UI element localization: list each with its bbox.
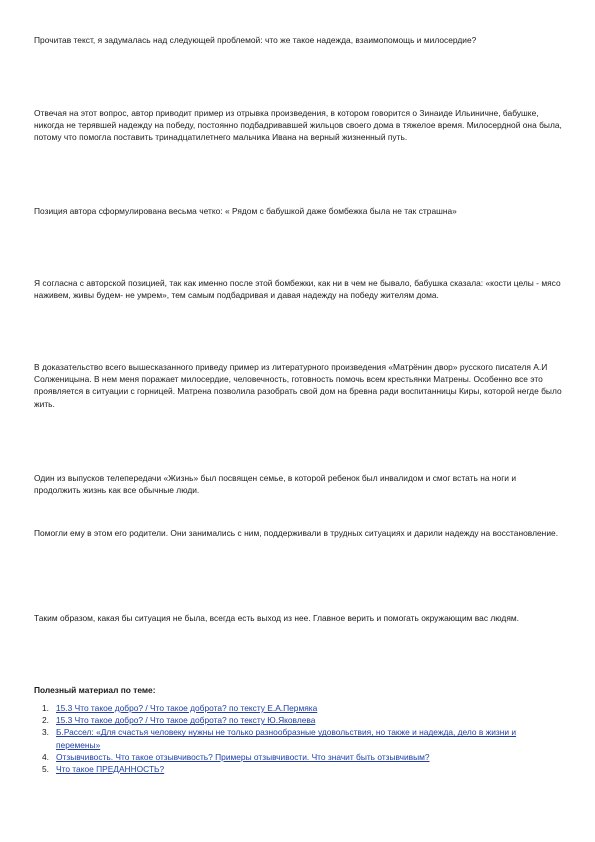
list-number: 2. (42, 715, 49, 726)
paragraph-tv-example: Один из выпусков телепередачи «Жизнь» был посвящен семье, в которой ребенок был инвалидом и смог встать на ноги и продолжить жизнь как все обычные люди. (34, 473, 517, 496)
paragraph-problem: Прочитав текст, я задумалась над следующей проблемой: что же такое надежда, взаимопомощь и милосердие? (34, 35, 477, 45)
list-item (34, 726, 554, 750)
list-number: 4. (42, 751, 49, 762)
paragraph-literary-argument: В доказательство всего вышесказанного приведу пример из литературного произведения «Матрёнин двор» русского писателя А.И Солженицына. В нем меня поражает милосердие, человечность, готовность помочь всем крестьянки Матрены. Особенно все это проявляется в ситуации с горницей. Матрена позволила разобрать свой дом на бревна ради воспитанницы Киры, которой негде было жить. (34, 362, 562, 409)
list-item (34, 702, 554, 714)
paragraph-author-example: Отвечая на этот вопрос, автор приводит пример из отрывка произведения, в котором говорится о Зинаиде Ильиничне, бабушке, никогда не терявшей надежду на победу, постоянно подбадривавшей жильцов своего дома в тяжелое время. Милосердной она была, потому что помогла поставить тринадцатилетнего мальчика Ивана на верный жизненный путь. (34, 108, 562, 143)
list-item (34, 763, 554, 775)
related-links-list (34, 702, 554, 775)
related-link-responsiveness[interactable]: Отзывчивость. Что такое отзывчивость? Примеры отзывчивости. Что значит быть отзывчивым? (56, 751, 430, 762)
list-number: 1. (42, 703, 49, 713)
list-item (34, 714, 554, 726)
paragraph-agreement: Я согласна с авторской позицией, так как именно после этой бомбежки, как ни в чем не бывало, бабушка сказала: «кости целы - мясо наживем, живы будем- не умрем», тем самым подбадривая и давая надежду на победу жителям дома. (34, 278, 561, 301)
related-link-permyak[interactable]: 15.3 Что такое добро? / Что такое доброта? по тексту Е.А.Пермяка (56, 703, 318, 713)
useful-material-heading: Полезный материал по теме: (34, 685, 156, 695)
list-number: 3. (42, 727, 49, 738)
list-item (34, 751, 554, 763)
related-link-yakovlev[interactable]: 15.3 Что такое добро? / Что такое доброта? по тексту Ю.Яковлева (56, 715, 316, 726)
list-number: 5. (42, 764, 49, 775)
paragraph-parents: Помогли ему в этом его родители. Они занимались с ним, поддерживали в трудных ситуациях и дарили надежду на восстановление. (34, 528, 559, 538)
paragraph-author-position: Позиция автора сформулирована весьма четко: « Рядом с бабушкой даже бомбежка была не так страшна» (34, 206, 457, 216)
related-link-russell[interactable]: Б.Рассел: «Для счастья человеку нужны не только разнообразные удовольствия, но также и надежда, дело в жизни и перемены» (56, 727, 517, 750)
related-link-devotion[interactable]: Что такое ПРЕДАННОСТЬ? (56, 764, 165, 775)
paragraph-conclusion: Таким образом, какая бы ситуация не была, всегда есть выход из нее. Главное верить и помогать окружающим вас людям. (34, 613, 520, 623)
